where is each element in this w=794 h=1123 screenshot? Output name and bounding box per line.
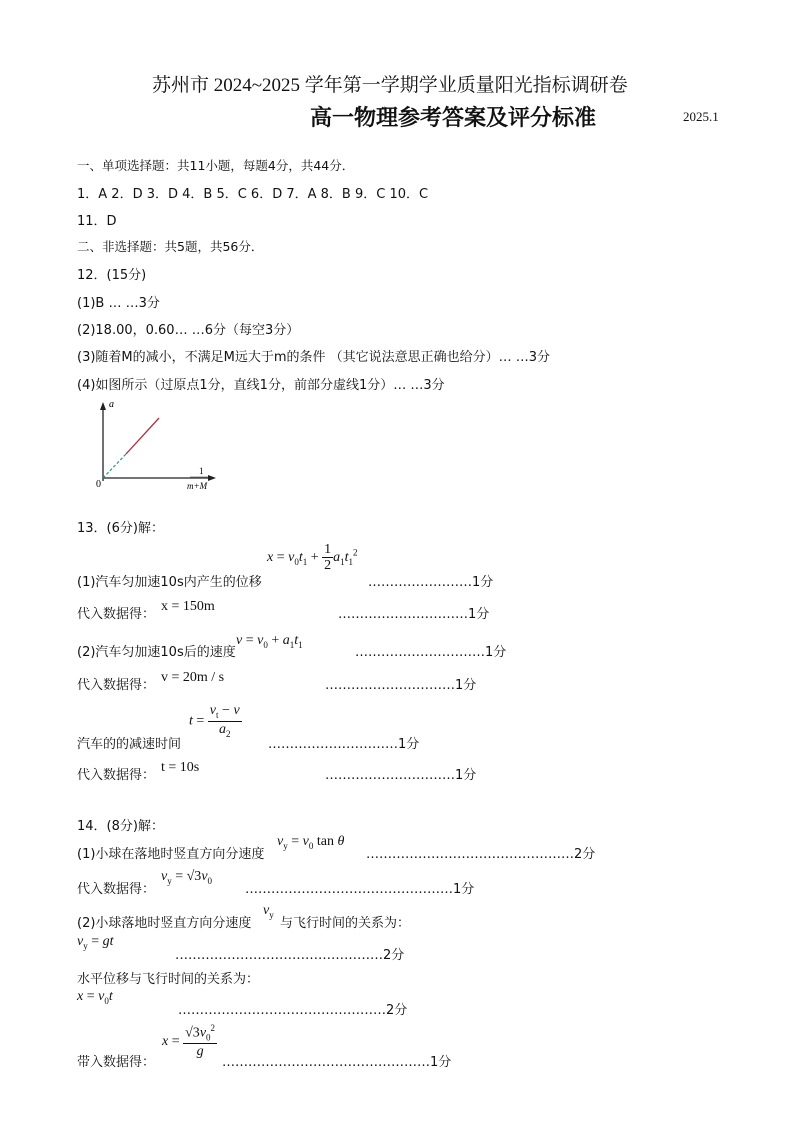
q13-line4-text: 代入数据得：	[77, 678, 156, 693]
q12-title: 12．(15分)	[77, 268, 147, 283]
q14-line7-score: …………………………………………1分	[222, 1055, 452, 1070]
q14-line2-score: …………………………………………1分	[245, 882, 475, 897]
date: 2025.1	[683, 109, 719, 124]
q14-formula-vy-value: $v_y = √3v_0$	[161, 869, 213, 886]
q14-formula-vy: $v_y = v_0$ tan θ	[277, 834, 345, 851]
q14-line4-score: …………………………………………2分	[175, 948, 405, 963]
q13-line3-text: (2)汽车匀加速10s后的速度	[77, 645, 236, 660]
q13-title: 13．(6分)解：	[77, 521, 164, 536]
q13-line4-formula: v = 20m / s	[161, 670, 225, 685]
q13-line6-text: 代入数据得：	[77, 768, 156, 783]
q14-formula-gt: $v_y$ = gt	[77, 934, 114, 951]
q12-part4: (4)如图所示（过原点1分，直线1分，前部分虚线1分）… …3分	[77, 378, 445, 393]
section2-heading: 二、非选择题：共5题，共56分．	[77, 239, 264, 254]
dashed-segment	[103, 454, 126, 478]
q13-formula-time: t = $\frac{v_t - v}{a_2}$	[189, 703, 240, 739]
q14-title: 14．(8分)解：	[77, 819, 164, 834]
q14-line1-score: …………………………………………2分	[366, 847, 596, 862]
q13-line3-score: …………………………1分	[355, 645, 507, 660]
q13-formula-velocity: $v = v_0 + a_1t_1$	[236, 633, 303, 650]
q13-line1-score: ……………………1分	[368, 575, 494, 590]
page-title: 高一物理参考答案及评分标准	[310, 105, 597, 130]
q13-line2-text: 代入数据得：	[77, 607, 156, 622]
q13-line6-score: …………………………1分	[325, 768, 477, 783]
x-label-denominator: m+M	[187, 481, 208, 491]
q12-part3: (3)随着M的减小，不满足M远大于m的条件 （其它说法意思正确也给分）… …3分	[77, 350, 551, 365]
origin-label: 0	[96, 479, 101, 490]
q14-line3-text-b: 与飞行时间的关系为：	[280, 916, 411, 931]
q12-part1: (1)B … …3分	[77, 296, 160, 311]
q14-formula-x-value: x = $\frac{√3v_0^2}{g}$	[162, 1023, 216, 1060]
q13-formula-displacement: $x = v_0t_1$ + $\frac{1}{2}$ $a_1t_1^2$	[267, 542, 358, 574]
x-axis-arrow	[208, 475, 216, 481]
q14-formula-x: $x = v_0t$	[77, 989, 113, 1006]
x-label-numerator: 1	[199, 466, 204, 476]
q13-line6-formula: t = 10s	[161, 760, 200, 775]
q12-part2: (2)18.00，0.60… …6分（每空3分）	[77, 323, 300, 338]
y-axis-arrow	[100, 402, 106, 410]
q14-vy-symbol: $v_y$	[263, 903, 274, 920]
q14-line3-text-a: (2)小球落地时竖直方向分速度	[77, 916, 252, 931]
q14-line2-text: 代入数据得：	[77, 882, 156, 897]
q13-line2-formula: x = 150m	[161, 599, 215, 614]
section1-heading: 一、单项选择题：共11小题，每题4分，共44分．	[77, 158, 355, 173]
exam-title: 苏州市 2024~2025 学年第一学期学业质量阳光指标调研卷	[152, 75, 628, 96]
q14-line7-text: 带入数据得：	[77, 1055, 156, 1070]
q13-line5-score: …………………………1分	[268, 737, 420, 752]
y-label: a	[109, 399, 114, 410]
q13-line4-score: …………………………1分	[325, 678, 477, 693]
q13-line2-score: …………………………1分	[338, 607, 490, 622]
q13-line1-text: (1)汽车匀加速10s内产生的位移	[77, 575, 262, 590]
q13-line5-text: 汽车的的减速时间	[77, 737, 182, 752]
solid-line	[126, 418, 159, 454]
q14-line1-text: (1)小球在落地时竖直方向分速度	[77, 847, 265, 862]
q12-graph	[88, 396, 228, 494]
q14-line5-text: 水平位移与飞行时间的关系为：	[77, 972, 260, 987]
mc-answers-2: 11．D	[77, 214, 117, 229]
mc-answers-1: 1．A 2．D 3．D 4．B 5．C 6．D 7．A 8．B 9．C 10．C	[77, 187, 429, 202]
q14-line6-score: …………………………………………2分	[178, 1003, 408, 1018]
